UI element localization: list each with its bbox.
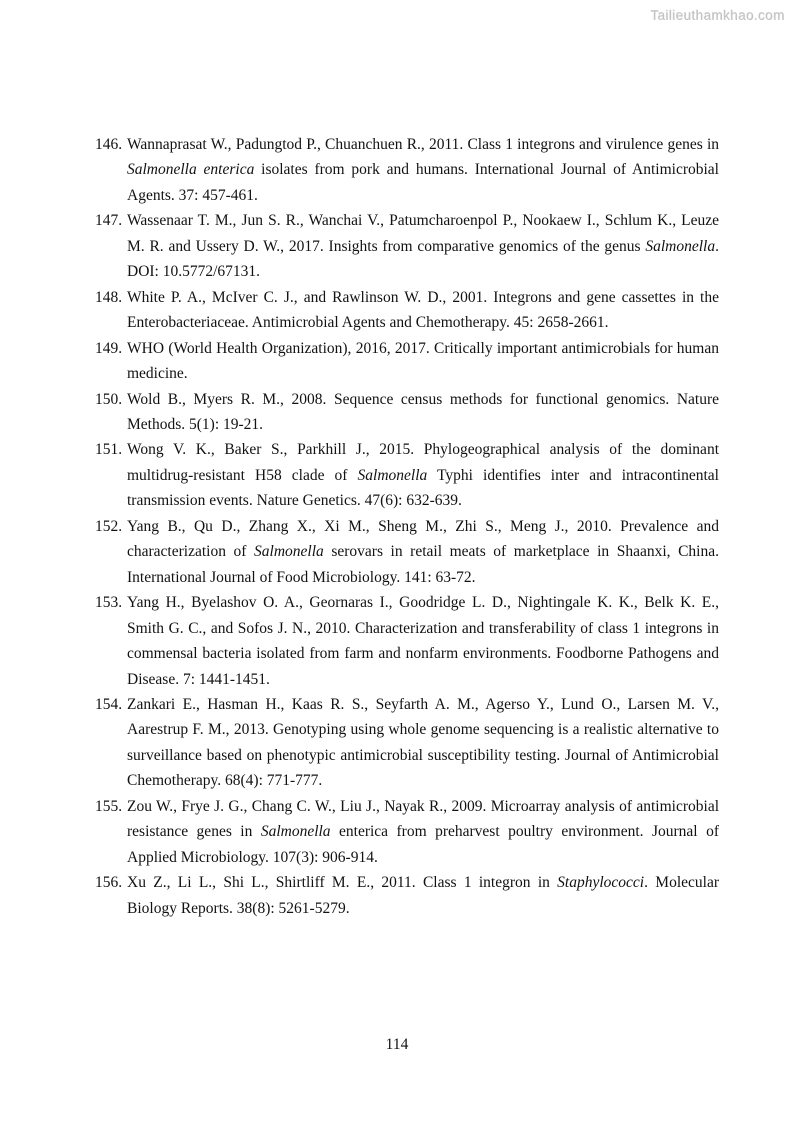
reference-number: 152. bbox=[95, 517, 123, 535]
reference-item bbox=[95, 208, 719, 284]
reference-item bbox=[95, 870, 719, 921]
reference-number: 153. bbox=[95, 594, 123, 612]
reference-text: WHO (World Health Organization), 2016, 2017. Critically important antimicrobials for human medicine. bbox=[127, 339, 719, 383]
reference-item bbox=[95, 336, 719, 387]
species-name-italic: Salmonella bbox=[357, 466, 428, 484]
reference-number: 148. bbox=[95, 288, 123, 306]
reference-number: 156. bbox=[95, 874, 123, 892]
reference-text: Yang H., Byelashov O. A., Geornaras I., Goodridge L. D., Nightingale K. K., Belk K. E., Smith G. C., and Sofos J. N., 2010. Characterization and transferability of class 1 integrons in commensal bacteria isolated from farm and nonfarm environments. Foodborne Pathogens and Disease. 7: 1441-1451. bbox=[127, 594, 719, 688]
reference-item bbox=[95, 285, 719, 336]
reference-item bbox=[95, 514, 719, 590]
reference-number: 154. bbox=[95, 695, 123, 713]
reference-text: Wassenaar T. M., Jun S. R., Wanchai V., Patumcharoenpol P., Nookaew I., Schlum K., Leuze M. R. and Ussery D. W., 2017. Insights from comparative genomics of the genus Salmonella. DOI: 10.5772/67131. bbox=[127, 212, 719, 281]
reference-text: Wold B., Myers R. M., 2008. Sequence census methods for functional genomics. Nature Methods. 5(1): 19-21. bbox=[127, 390, 719, 433]
reference-text: Wannaprasat W., Padungtod P., Chuanchuen R., 2011. Class 1 integrons and virulence genes in Salmonella enterica isolates from pork and humans. International Journal of Antimicrobial Agents. 37: 457-461. bbox=[127, 136, 719, 204]
reference-text: Wong V. K., Baker S., Parkhill J., 2015. Phylogeographical analysis of the dominant multidrug-resistant H58 clade of Salmonella Typhi identifies inter and intracontinental transmission events. Nature Genetics. 47(6): 632-639. bbox=[127, 441, 719, 510]
reference-text: Yang B., Qu D., Zhang X., Xi M., Sheng M., Zhi S., Meng J., 2010. Prevalence and characterization of Salmonella serovars in retail meats of marketplace in Shaanxi, China. International Journal of Food Microbiology. 141: 63-72. bbox=[127, 517, 719, 586]
species-name-italic: Salmonella bbox=[260, 823, 331, 841]
species-name-italic: Salmonella enterica bbox=[127, 161, 255, 179]
reference-number: 146. bbox=[95, 136, 123, 153]
reference-number: 155. bbox=[95, 797, 123, 815]
reference-item bbox=[95, 590, 719, 692]
page-number: 114 bbox=[385, 1036, 409, 1053]
reference-item bbox=[95, 437, 719, 513]
species-name-italic: Salmonella bbox=[254, 543, 324, 561]
reference-item bbox=[95, 692, 719, 794]
species-name-italic: Salmonella bbox=[645, 237, 716, 255]
watermark-text: Tailieuthamkhao.com bbox=[650, 8, 785, 23]
reference-number: 151. bbox=[95, 441, 123, 459]
reference-text: White P. A., McIver C. J., and Rawlinson W. D., 2001. Integrons and gene cassettes in the Enterobacteriaceae. Antimicrobial Agents and Chemotherapy. 45: 2658-2661. bbox=[127, 288, 719, 332]
reference-text: Xu Z., Li L., Shi L., Shirtliff M. E., 2011. Class 1 integron in Staphylococci. Molecular Biology Reports. 38(8): 5261-5279. bbox=[127, 874, 719, 917]
reference-text: Zankari E., Hasman H., Kaas R. S., Seyfarth A. M., Agerso Y., Lund O., Larsen M. V., Aarestrup F. M., 2013. Genotyping using whole genome sequencing is a realistic alternative to surveillance based on phenotypic antimicrobial susceptibility testing. Journal of Antimicrobial Chemotherapy. 68(4): 771-777. bbox=[127, 695, 719, 790]
reference-item bbox=[95, 387, 719, 438]
reference-item bbox=[95, 132, 719, 208]
species-name-italic: Staphylococci bbox=[557, 874, 645, 892]
reference-number: 147. bbox=[95, 212, 123, 230]
reference-item bbox=[95, 794, 719, 870]
reference-text: Zou W., Frye J. G., Chang C. W., Liu J., Nayak R., 2009. Microarray analysis of antimicrobial resistance genes in Salmonella enterica from preharvest poultry environment. Journal of Applied Microbiology. 107(3): 906-914. bbox=[127, 797, 719, 866]
reference-number: 149. bbox=[95, 339, 123, 357]
reference-number: 150. bbox=[95, 390, 123, 408]
